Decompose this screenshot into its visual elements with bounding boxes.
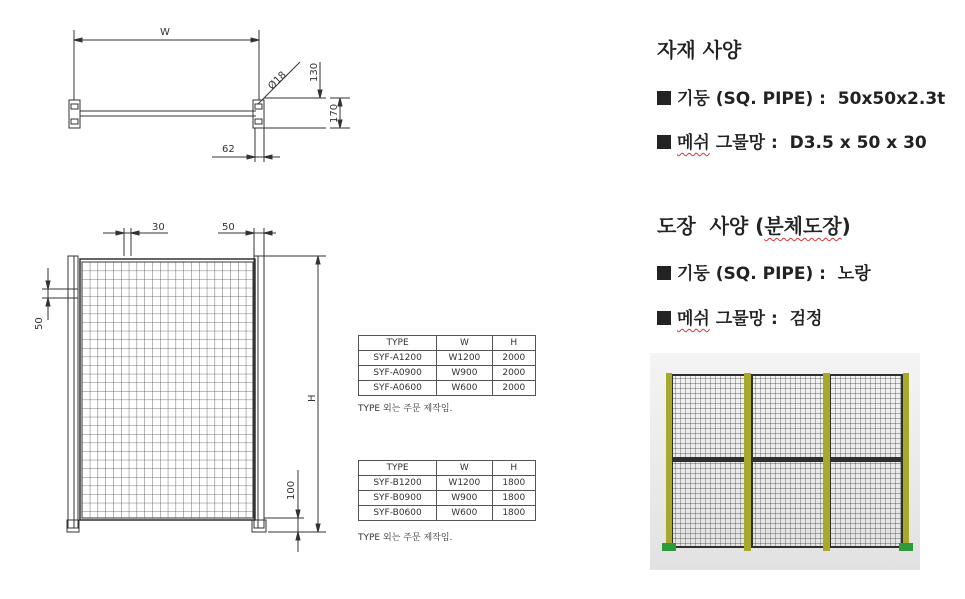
material-mesh-label-marked: 메쉬 bbox=[677, 133, 710, 153]
square-bullet-icon bbox=[657, 266, 671, 280]
dim-30-label: 30 bbox=[152, 222, 165, 233]
dim-diameter-label: Ø18 bbox=[266, 69, 289, 93]
cell-w: W600 bbox=[437, 381, 492, 396]
material-spec-item-mesh bbox=[657, 128, 927, 153]
cell-type: SYF-B0600 bbox=[359, 506, 437, 521]
paint-spec-heading bbox=[657, 210, 851, 239]
table-b-note: TYPE 외는 주문 제작임. bbox=[358, 533, 453, 543]
paint-mesh-value: 검정 bbox=[789, 309, 823, 329]
dim-100-label: 100 bbox=[286, 480, 297, 500]
cell-h: 1800 bbox=[492, 506, 535, 521]
cell-w: W1200 bbox=[437, 351, 492, 366]
cell-w: W900 bbox=[437, 366, 492, 381]
cell-h: 1800 bbox=[492, 491, 535, 506]
dim-170-label: 170 bbox=[329, 103, 340, 123]
cell-type: SYF-A0900 bbox=[359, 366, 437, 381]
dim-50-side-label: 50 bbox=[34, 317, 45, 330]
top-view bbox=[69, 30, 350, 162]
square-bullet-icon bbox=[657, 311, 671, 325]
fence-render-graphic bbox=[650, 353, 920, 570]
table-row bbox=[359, 476, 536, 491]
cell-type: SYF-A1200 bbox=[359, 351, 437, 366]
dim-w-label: W bbox=[160, 27, 170, 38]
table-row bbox=[359, 366, 536, 381]
material-spec-heading: 자재 사양 bbox=[657, 38, 742, 62]
table-row bbox=[359, 351, 536, 366]
cell-type: SYF-A0600 bbox=[359, 381, 437, 396]
cell-h: 2000 bbox=[492, 381, 535, 396]
table-b-header-type: TYPE bbox=[359, 461, 437, 476]
paint-heading-pre: 도장 사양 ( bbox=[657, 214, 765, 238]
square-bullet-icon bbox=[657, 91, 671, 105]
paint-mesh-label: 그물망 : bbox=[709, 309, 778, 329]
dim-50-top-label: 50 bbox=[222, 222, 235, 233]
cell-h: 1800 bbox=[492, 476, 535, 491]
material-mesh-label: 그물망 : bbox=[709, 133, 778, 153]
material-mesh-value: D3.5 x 50 x 30 bbox=[789, 133, 927, 153]
table-a-header-w: W bbox=[437, 336, 492, 351]
paint-mesh-label-marked: 메쉬 bbox=[677, 309, 710, 329]
material-spec-item-post bbox=[657, 84, 945, 109]
square-bullet-icon bbox=[657, 135, 671, 149]
cell-type: SYF-B1200 bbox=[359, 476, 437, 491]
cell-h: 2000 bbox=[492, 366, 535, 381]
material-post-value: 50x50x2.3t bbox=[837, 89, 946, 109]
type-table-a bbox=[358, 335, 536, 396]
front-view bbox=[42, 228, 326, 552]
dim-62-label: 62 bbox=[222, 144, 235, 155]
table-row bbox=[359, 506, 536, 521]
cell-w: W1200 bbox=[437, 476, 493, 491]
paint-spec-item-mesh bbox=[657, 304, 822, 329]
paint-heading-post: ) bbox=[841, 214, 851, 238]
material-post-label: 기둥 (SQ. PIPE) : bbox=[677, 89, 826, 109]
paint-heading-marked: 분체도장 bbox=[764, 214, 842, 238]
dim-130-label: 130 bbox=[309, 62, 320, 82]
table-a-note: TYPE 외는 주문 제작임. bbox=[358, 404, 453, 414]
fence-render-image bbox=[650, 353, 920, 570]
type-table-b bbox=[358, 460, 536, 521]
table-a-header-h: H bbox=[492, 336, 535, 351]
paint-spec-item-post bbox=[657, 259, 871, 284]
cell-h: 2000 bbox=[492, 351, 535, 366]
table-a-header-type: TYPE bbox=[359, 336, 437, 351]
paint-post-label: 기둥 (SQ. PIPE) : bbox=[677, 264, 826, 284]
paint-post-value: 노랑 bbox=[837, 264, 871, 284]
cell-type: SYF-B0900 bbox=[359, 491, 437, 506]
table-row bbox=[359, 381, 536, 396]
cell-w: W600 bbox=[437, 506, 493, 521]
table-b-header-h: H bbox=[492, 461, 535, 476]
dim-h-label: H bbox=[307, 394, 318, 402]
table-b-header-w: W bbox=[437, 461, 493, 476]
table-row bbox=[359, 491, 536, 506]
cell-w: W900 bbox=[437, 491, 493, 506]
